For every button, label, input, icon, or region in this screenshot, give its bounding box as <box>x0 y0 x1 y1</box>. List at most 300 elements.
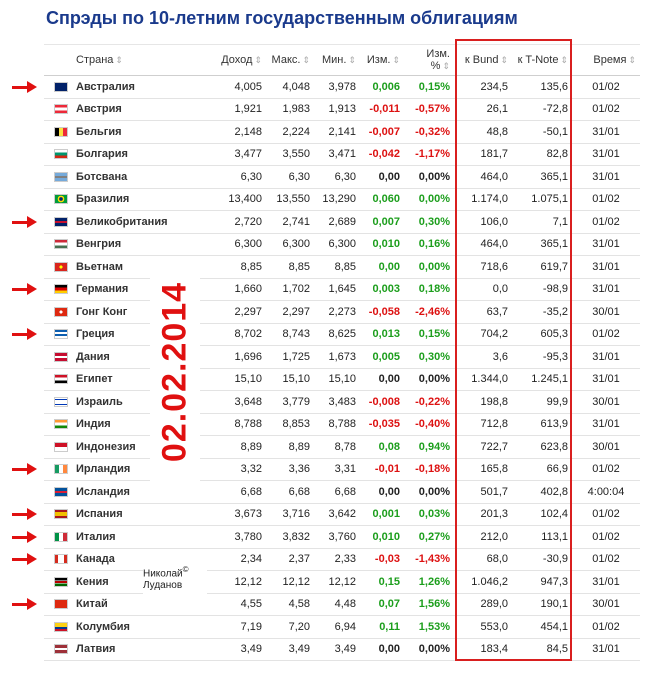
kenya-flag-icon <box>54 577 68 587</box>
cell-max: 2,224 <box>266 121 314 144</box>
cell-bund: 212,0 <box>454 526 512 549</box>
cell-change-pct: -2,46% <box>404 301 454 324</box>
cell-country[interactable] <box>44 166 214 189</box>
cell-change-pct: 0,30% <box>404 346 454 369</box>
table-row[interactable] <box>44 368 640 391</box>
greece-flag-icon <box>54 329 68 339</box>
col-time-header[interactable] <box>572 45 640 76</box>
cell-min: 6,30 <box>314 166 360 189</box>
cell-max: 1,983 <box>266 98 314 121</box>
cell-yield: 1,921 <box>214 98 266 121</box>
cell-min: 1,673 <box>314 346 360 369</box>
cell-time: 01/02 <box>572 548 640 571</box>
china-flag-icon <box>54 599 68 609</box>
cell-change: 0,007 <box>360 211 404 234</box>
table-row[interactable] <box>44 481 640 504</box>
cell-time: 31/01 <box>572 571 640 594</box>
cell-time: 30/01 <box>572 391 640 414</box>
col-tnote-label: к T-Note <box>517 54 559 66</box>
cell-tnote: 365,1 <box>512 166 572 189</box>
cell-yield: 6,30 <box>214 166 266 189</box>
table-row[interactable] <box>44 301 640 324</box>
row-arrow-marker <box>12 553 38 565</box>
col-change-pct-header[interactable] <box>404 45 454 76</box>
cell-bund: 501,7 <box>454 481 512 504</box>
cell-change: 0,006 <box>360 76 404 99</box>
cell-change: 0,010 <box>360 233 404 256</box>
country-name: Индонезия <box>76 440 136 453</box>
cell-yield: 4,55 <box>214 593 266 616</box>
col-country-header[interactable] <box>44 45 214 76</box>
cell-time: 31/01 <box>572 368 640 391</box>
cell-change: 0,00 <box>360 481 404 504</box>
cell-change: 0,00 <box>360 368 404 391</box>
col-time-label: Время <box>593 54 627 66</box>
sort-icon: ⇕ <box>442 61 450 71</box>
cell-bund: 289,0 <box>454 593 512 616</box>
cell-min: 3,978 <box>314 76 360 99</box>
sort-icon: ⇕ <box>348 55 356 65</box>
country-name: Вьетнам <box>76 260 123 273</box>
table-header-row <box>44 45 640 76</box>
country-name: Великобритания <box>76 215 168 228</box>
cell-yield: 3,477 <box>214 143 266 166</box>
cell-change: -0,008 <box>360 391 404 414</box>
country-name: Исландия <box>76 485 130 498</box>
bulgaria-flag-icon <box>54 149 68 159</box>
col-max-header[interactable] <box>266 45 314 76</box>
cell-yield: 1,660 <box>214 278 266 301</box>
cell-max: 3,550 <box>266 143 314 166</box>
cell-time: 01/02 <box>572 188 640 211</box>
col-tnote-header[interactable] <box>512 45 572 76</box>
cell-change: 0,005 <box>360 346 404 369</box>
cell-bund: 464,0 <box>454 233 512 256</box>
cell-tnote: 7,1 <box>512 211 572 234</box>
sort-icon: ⇕ <box>392 55 400 65</box>
cell-tnote: -30,9 <box>512 548 572 571</box>
table-row[interactable] <box>44 391 640 414</box>
cell-tnote: -35,2 <box>512 301 572 324</box>
row-arrow-marker <box>12 328 38 340</box>
sort-icon: ⇕ <box>302 55 310 65</box>
cell-time: 01/02 <box>572 503 640 526</box>
cell-min: 2,273 <box>314 301 360 324</box>
cell-change-pct: 0,00% <box>404 481 454 504</box>
table-row[interactable] <box>44 188 640 211</box>
cell-yield: 2,720 <box>214 211 266 234</box>
cell-change-pct: -1,17% <box>404 143 454 166</box>
cell-yield: 2,297 <box>214 301 266 324</box>
country-name: Испания <box>76 508 123 521</box>
cell-time: 31/01 <box>572 346 640 369</box>
cell-change: -0,035 <box>360 413 404 436</box>
cell-min: 15,10 <box>314 368 360 391</box>
cell-max: 4,58 <box>266 593 314 616</box>
cell-max: 3,36 <box>266 458 314 481</box>
israel-flag-icon <box>54 397 68 407</box>
botswana-flag-icon <box>54 172 68 182</box>
cell-bund: 1.046,2 <box>454 571 512 594</box>
table-row[interactable] <box>44 593 640 616</box>
cell-change: 0,00 <box>360 256 404 279</box>
cell-max: 12,12 <box>266 571 314 594</box>
cell-yield: 7,19 <box>214 616 266 639</box>
table-row[interactable] <box>44 503 640 526</box>
cell-min: 12,12 <box>314 571 360 594</box>
cell-max: 6,300 <box>266 233 314 256</box>
table-row[interactable] <box>44 166 640 189</box>
country-name: Кения <box>76 575 109 588</box>
country-name: Греция <box>76 328 115 341</box>
cell-change-pct: -0,57% <box>404 98 454 121</box>
country-name: Бразилия <box>76 193 130 206</box>
cell-min: 13,290 <box>314 188 360 211</box>
cell-tnote: 66,9 <box>512 458 572 481</box>
cell-country[interactable] <box>44 98 214 121</box>
cell-bund: 722,7 <box>454 436 512 459</box>
cell-time: 31/01 <box>572 166 640 189</box>
spain-flag-icon <box>54 509 68 519</box>
denmark-flag-icon <box>54 352 68 362</box>
table-row[interactable] <box>44 526 640 549</box>
cell-time: 30/01 <box>572 436 640 459</box>
cell-bund: 553,0 <box>454 616 512 639</box>
cell-change-pct: 0,94% <box>404 436 454 459</box>
cell-country[interactable] <box>44 638 214 661</box>
cell-bund: 704,2 <box>454 323 512 346</box>
cell-change: 0,15 <box>360 571 404 594</box>
cell-min: 1,645 <box>314 278 360 301</box>
cell-tnote: 113,1 <box>512 526 572 549</box>
cell-max: 3,779 <box>266 391 314 414</box>
australia-flag-icon <box>54 82 68 92</box>
brazil-flag-icon <box>54 194 68 204</box>
cell-change: 0,013 <box>360 323 404 346</box>
col-bund-label: к Bund <box>464 54 499 66</box>
cell-min: 6,300 <box>314 233 360 256</box>
cell-min: 3,760 <box>314 526 360 549</box>
cell-change-pct: -0,22% <box>404 391 454 414</box>
cell-change-pct: 0,03% <box>404 503 454 526</box>
cell-min: 3,49 <box>314 638 360 661</box>
table-row[interactable] <box>44 413 640 436</box>
cell-min: 3,471 <box>314 143 360 166</box>
ireland-flag-icon <box>54 464 68 474</box>
country-name: Болгария <box>76 148 128 161</box>
cell-min: 8,85 <box>314 256 360 279</box>
cell-max: 7,20 <box>266 616 314 639</box>
cell-tnote: 1.245,1 <box>512 368 572 391</box>
table-row[interactable] <box>44 76 640 99</box>
cell-time: 4:00:04 <box>572 481 640 504</box>
cell-country[interactable] <box>44 503 214 526</box>
cell-yield: 3,32 <box>214 458 266 481</box>
country-name: Латвия <box>76 643 116 656</box>
cell-yield: 6,68 <box>214 481 266 504</box>
cell-change-pct: -1,43% <box>404 548 454 571</box>
table-row[interactable] <box>44 458 640 481</box>
table-row[interactable] <box>44 571 640 594</box>
cell-tnote: -50,1 <box>512 121 572 144</box>
cell-yield: 8,702 <box>214 323 266 346</box>
cell-min: 3,483 <box>314 391 360 414</box>
cell-change-pct: 0,00% <box>404 256 454 279</box>
country-name: Дания <box>76 350 110 363</box>
table-row[interactable] <box>44 98 640 121</box>
col-min-label: Мин. <box>322 54 347 66</box>
cell-yield: 8,788 <box>214 413 266 436</box>
cell-change-pct: 1,53% <box>404 616 454 639</box>
page-title: Спрэды по 10-летним государственным облигациям <box>46 8 518 28</box>
canada-flag-icon <box>54 554 68 564</box>
cell-time: 01/02 <box>572 98 640 121</box>
country-name: Италия <box>76 530 116 543</box>
col-change-header[interactable] <box>360 45 404 76</box>
cell-change-pct: 0,27% <box>404 526 454 549</box>
cell-change-pct: -0,18% <box>404 458 454 481</box>
cell-change: 0,001 <box>360 503 404 526</box>
cell-max: 8,85 <box>266 256 314 279</box>
cell-country[interactable] <box>44 76 214 99</box>
col-yield-header[interactable] <box>214 45 266 76</box>
cell-yield: 8,89 <box>214 436 266 459</box>
table-row[interactable] <box>44 143 640 166</box>
cell-change-pct: 1,26% <box>404 571 454 594</box>
cell-tnote: 102,4 <box>512 503 572 526</box>
cell-country[interactable] <box>44 233 214 256</box>
cell-yield: 12,12 <box>214 571 266 594</box>
col-change-label: Изм. <box>366 54 391 66</box>
row-arrow-marker <box>12 216 38 228</box>
cell-max: 2,741 <box>266 211 314 234</box>
cell-min: 6,68 <box>314 481 360 504</box>
cell-change-pct: 0,00% <box>404 166 454 189</box>
cell-max: 4,048 <box>266 76 314 99</box>
belgium-flag-icon <box>54 127 68 137</box>
cell-change-pct: 1,56% <box>404 593 454 616</box>
cell-tnote: 190,1 <box>512 593 572 616</box>
vietnam-flag-icon <box>54 262 68 272</box>
cell-time: 01/02 <box>572 211 640 234</box>
country-name: Китай <box>76 598 108 611</box>
sort-icon: ⇕ <box>560 55 568 65</box>
cell-tnote: 99,9 <box>512 391 572 414</box>
date-stamp: 02.02.2014 <box>155 281 194 463</box>
cell-bund: 26,1 <box>454 98 512 121</box>
table-row[interactable] <box>44 548 640 571</box>
table-row[interactable] <box>44 278 640 301</box>
cell-time: 01/02 <box>572 526 640 549</box>
cell-yield: 2,34 <box>214 548 266 571</box>
cell-min: 1,913 <box>314 98 360 121</box>
indonesia-flag-icon <box>54 442 68 452</box>
cell-max: 3,49 <box>266 638 314 661</box>
cell-min: 4,48 <box>314 593 360 616</box>
row-arrow-marker <box>12 508 38 520</box>
cell-yield: 2,148 <box>214 121 266 144</box>
table-body <box>44 76 640 661</box>
cell-country[interactable] <box>44 121 214 144</box>
cell-country[interactable] <box>44 526 214 549</box>
author-credit <box>143 562 207 594</box>
italy-flag-icon <box>54 532 68 542</box>
cell-tnote: 135,6 <box>512 76 572 99</box>
germany-flag-icon <box>54 284 68 294</box>
cell-time: 01/02 <box>572 616 640 639</box>
table-row[interactable] <box>44 233 640 256</box>
table-row[interactable] <box>44 436 640 459</box>
cell-bund: 0,0 <box>454 278 512 301</box>
cell-country[interactable] <box>44 481 214 504</box>
cell-yield: 13,400 <box>214 188 266 211</box>
cell-time: 31/01 <box>572 278 640 301</box>
cell-tnote: 82,8 <box>512 143 572 166</box>
cell-min: 2,689 <box>314 211 360 234</box>
cell-time: 31/01 <box>572 638 640 661</box>
cell-change-pct: 0,00% <box>404 368 454 391</box>
country-name: Гонг Конг <box>76 305 128 318</box>
cell-tnote: -95,3 <box>512 346 572 369</box>
row-arrow-marker <box>12 283 38 295</box>
cell-bund: 234,5 <box>454 76 512 99</box>
uk-flag-icon <box>54 217 68 227</box>
col-yield-label: Доход <box>221 54 253 66</box>
country-name: Венгрия <box>76 238 122 251</box>
country-name: Индия <box>76 418 111 431</box>
table-row[interactable] <box>44 638 640 661</box>
cell-tnote: 365,1 <box>512 233 572 256</box>
cell-max: 15,10 <box>266 368 314 391</box>
cell-change: 0,010 <box>360 526 404 549</box>
cell-bund: 181,7 <box>454 143 512 166</box>
col-bund-header[interactable] <box>454 45 512 76</box>
cell-tnote: -72,8 <box>512 98 572 121</box>
cell-country[interactable] <box>44 616 214 639</box>
india-flag-icon <box>54 419 68 429</box>
cell-country[interactable] <box>44 593 214 616</box>
cell-min: 8,788 <box>314 413 360 436</box>
cell-yield: 3,648 <box>214 391 266 414</box>
cell-time: 30/01 <box>572 301 640 324</box>
egypt-flag-icon <box>54 374 68 384</box>
cell-min: 2,141 <box>314 121 360 144</box>
table-row[interactable] <box>44 616 640 639</box>
cell-max: 3,832 <box>266 526 314 549</box>
cell-time: 01/02 <box>572 323 640 346</box>
col-min-header[interactable] <box>314 45 360 76</box>
latvia-flag-icon <box>54 644 68 654</box>
cell-yield: 3,49 <box>214 638 266 661</box>
cell-tnote: 454,1 <box>512 616 572 639</box>
cell-max: 6,68 <box>266 481 314 504</box>
cell-tnote: 947,3 <box>512 571 572 594</box>
cell-bund: 1.174,0 <box>454 188 512 211</box>
country-name: Израиль <box>76 395 123 408</box>
cell-change: 0,00 <box>360 166 404 189</box>
country-name: Ботсвана <box>76 170 128 183</box>
cell-max: 13,550 <box>266 188 314 211</box>
cell-min: 6,94 <box>314 616 360 639</box>
cell-time: 31/01 <box>572 143 640 166</box>
country-name: Австрия <box>76 103 122 116</box>
cell-bund: 201,3 <box>454 503 512 526</box>
cell-bund: 464,0 <box>454 166 512 189</box>
author-last-name: Луданов <box>143 580 183 592</box>
sort-icon: ⇕ <box>500 55 508 65</box>
cell-yield: 8,85 <box>214 256 266 279</box>
cell-tnote: 605,3 <box>512 323 572 346</box>
cell-min: 3,642 <box>314 503 360 526</box>
cell-bund: 198,8 <box>454 391 512 414</box>
cell-change-pct: 0,00% <box>404 188 454 211</box>
table-row[interactable] <box>44 256 640 279</box>
bond-spreads-table <box>44 44 640 661</box>
cell-time: 31/01 <box>572 121 640 144</box>
cell-bund: 63,7 <box>454 301 512 324</box>
cell-change: 0,00 <box>360 638 404 661</box>
colombia-flag-icon <box>54 622 68 632</box>
col-max-label: Макс. <box>271 54 301 66</box>
row-arrow-marker <box>12 463 38 475</box>
row-arrow-marker <box>12 81 38 93</box>
cell-change-pct: 0,00% <box>404 638 454 661</box>
cell-country[interactable] <box>44 211 214 234</box>
cell-change: -0,03 <box>360 548 404 571</box>
cell-yield: 1,696 <box>214 346 266 369</box>
cell-bund: 165,8 <box>454 458 512 481</box>
cell-min: 8,78 <box>314 436 360 459</box>
cell-bund: 106,0 <box>454 211 512 234</box>
cell-time: 30/01 <box>572 593 640 616</box>
cell-max: 2,297 <box>266 301 314 324</box>
country-name: Германия <box>76 283 129 296</box>
cell-country[interactable] <box>44 143 214 166</box>
cell-max: 3,716 <box>266 503 314 526</box>
copyright-icon: © <box>182 565 189 574</box>
country-name: Австралия <box>76 80 135 93</box>
cell-change-pct: 0,15% <box>404 76 454 99</box>
cell-change: 0,08 <box>360 436 404 459</box>
cell-change-pct: -0,40% <box>404 413 454 436</box>
author-first-name: Николай <box>143 568 183 580</box>
cell-change-pct: 0,15% <box>404 323 454 346</box>
cell-tnote: -98,9 <box>512 278 572 301</box>
cell-tnote: 613,9 <box>512 413 572 436</box>
col-country-label: Страна <box>76 54 114 66</box>
cell-change: 0,003 <box>360 278 404 301</box>
cell-bund: 712,8 <box>454 413 512 436</box>
sort-icon: ⇕ <box>628 55 636 65</box>
cell-max: 8,89 <box>266 436 314 459</box>
table-row[interactable] <box>44 323 640 346</box>
cell-max: 2,37 <box>266 548 314 571</box>
row-arrow-marker <box>12 598 38 610</box>
cell-change: -0,011 <box>360 98 404 121</box>
cell-change: -0,042 <box>360 143 404 166</box>
cell-country[interactable] <box>44 188 214 211</box>
cell-yield: 3,673 <box>214 503 266 526</box>
cell-tnote: 623,8 <box>512 436 572 459</box>
table-row[interactable] <box>44 121 640 144</box>
country-name: Египет <box>76 373 113 386</box>
cell-max: 8,853 <box>266 413 314 436</box>
country-name: Колумбия <box>76 620 130 633</box>
cell-change-pct: 0,16% <box>404 233 454 256</box>
cell-time: 31/01 <box>572 256 640 279</box>
table-row[interactable] <box>44 211 640 234</box>
table-row[interactable] <box>44 346 640 369</box>
